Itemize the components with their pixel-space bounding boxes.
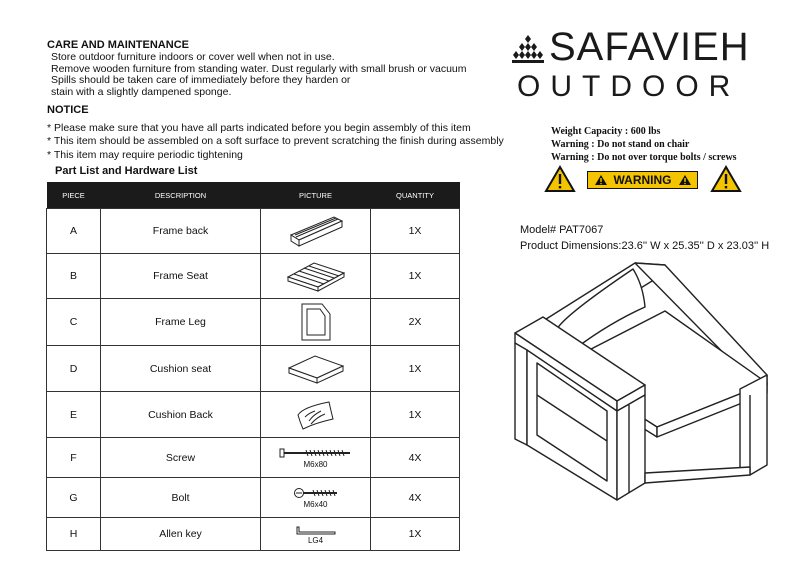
picture-cell <box>261 392 371 438</box>
warning-triangle-icon <box>710 165 742 193</box>
care-line: Spills should be taken care of immediately before they harden or <box>51 74 351 87</box>
warning-line: Warning : Do not stand on chair <box>551 139 690 150</box>
warning-triangle-icon <box>594 174 608 186</box>
description-cell: Allen key <box>101 518 261 551</box>
care-line: stain with a slightly dampened sponge. <box>51 85 232 98</box>
warning-text <box>551 125 737 164</box>
table-header-row <box>47 182 460 209</box>
care-title: CARE AND MAINTENANCE <box>47 39 189 51</box>
weight-capacity: Weight Capacity : 600 lbs <box>551 126 661 137</box>
table-row <box>47 392 460 438</box>
brand-subtitle: OUTDOOR <box>517 70 741 103</box>
bolt-icon <box>291 486 341 500</box>
table-row <box>47 299 460 346</box>
warning-banner <box>587 171 698 189</box>
table-row <box>47 478 460 518</box>
care-line: Remove wooden furniture from standing water. Dust regularly with small brush or vacuum <box>51 62 467 75</box>
header-piece: PIECE <box>47 182 101 209</box>
product-dimensions: Product Dimensions:23.6'' W x 25.35'' D x 23.03'' H <box>520 240 770 252</box>
picture-cell <box>261 478 371 518</box>
piece-cell: F <box>47 438 101 478</box>
description-cell: Frame Leg <box>101 299 261 346</box>
picture-cell <box>261 209 371 254</box>
piece-cell: B <box>47 254 101 299</box>
safavieh-logo-icon <box>512 34 544 64</box>
picture-cell <box>261 346 371 392</box>
warning-triangle-icon <box>544 165 576 193</box>
screw-icon <box>276 446 356 460</box>
care-line: Store outdoor furniture indoors or cover well when not in use. <box>51 51 335 63</box>
frame-seat-icon <box>284 259 348 293</box>
quantity-cell: 2X <box>371 299 460 346</box>
header-description: DESCRIPTION <box>101 182 261 209</box>
description-cell: Bolt <box>101 478 261 518</box>
frame-back-icon <box>286 213 346 249</box>
parts-table <box>46 182 460 551</box>
brand-name: SAFAVIEH <box>549 25 750 69</box>
allen-key-icon <box>293 524 339 536</box>
description-cell: Cushion Back <box>101 392 261 438</box>
quantity-cell: 1X <box>371 518 460 551</box>
picture-cell <box>261 518 371 551</box>
screw-label: M6x80 <box>303 460 328 469</box>
piece-cell: D <box>47 346 101 392</box>
piece-cell: A <box>47 209 101 254</box>
description-cell: Frame back <box>101 209 261 254</box>
picture-cell <box>261 299 371 346</box>
warning-banner-label: WARNING <box>613 173 672 187</box>
notice-line: * This item should be assembled on a soft surface to prevent scratching the finish during assembly <box>47 135 504 148</box>
warning-line: Warning : Do not over torque bolts / screws <box>551 152 737 163</box>
piece-cell: H <box>47 518 101 551</box>
description-cell: Frame Seat <box>101 254 261 299</box>
picture-cell <box>261 438 371 478</box>
product-info <box>520 222 769 254</box>
notice-text <box>47 122 504 162</box>
table-row <box>47 438 460 478</box>
cushion-seat-icon <box>285 352 347 386</box>
quantity-cell: 1X <box>371 346 460 392</box>
piece-cell: G <box>47 478 101 518</box>
cushion-back-icon <box>293 397 339 433</box>
notice-line: * Please make sure that you have all parts indicated before you begin assembly of this item <box>47 122 471 134</box>
chair-illustration <box>505 255 785 505</box>
model-number: Model# PAT7067 <box>520 224 604 236</box>
table-row <box>47 518 460 551</box>
table-row <box>47 209 460 254</box>
header-picture: PICTURE <box>261 182 371 209</box>
bolt-label: M6x40 <box>303 500 328 509</box>
warning-signs <box>544 165 744 195</box>
care-text <box>51 52 467 98</box>
picture-cell <box>261 254 371 299</box>
piece-cell: C <box>47 299 101 346</box>
parts-title: Part List and Hardware List <box>55 165 198 177</box>
table-row <box>47 254 460 299</box>
frame-leg-icon <box>296 300 336 344</box>
quantity-cell: 1X <box>371 254 460 299</box>
notice-line: * This item may require periodic tightening <box>47 148 243 161</box>
table-row <box>47 346 460 392</box>
allen-key-label: LG4 <box>307 535 324 545</box>
header-quantity: QUANTITY <box>371 182 460 209</box>
quantity-cell: 4X <box>371 438 460 478</box>
quantity-cell: 4X <box>371 478 460 518</box>
warning-triangle-icon <box>678 174 692 186</box>
description-cell: Cushion seat <box>101 346 261 392</box>
notice-title: NOTICE <box>47 104 89 116</box>
quantity-cell: 1X <box>371 392 460 438</box>
description-cell: Screw <box>101 438 261 478</box>
piece-cell: E <box>47 392 101 438</box>
quantity-cell: 1X <box>371 209 460 254</box>
